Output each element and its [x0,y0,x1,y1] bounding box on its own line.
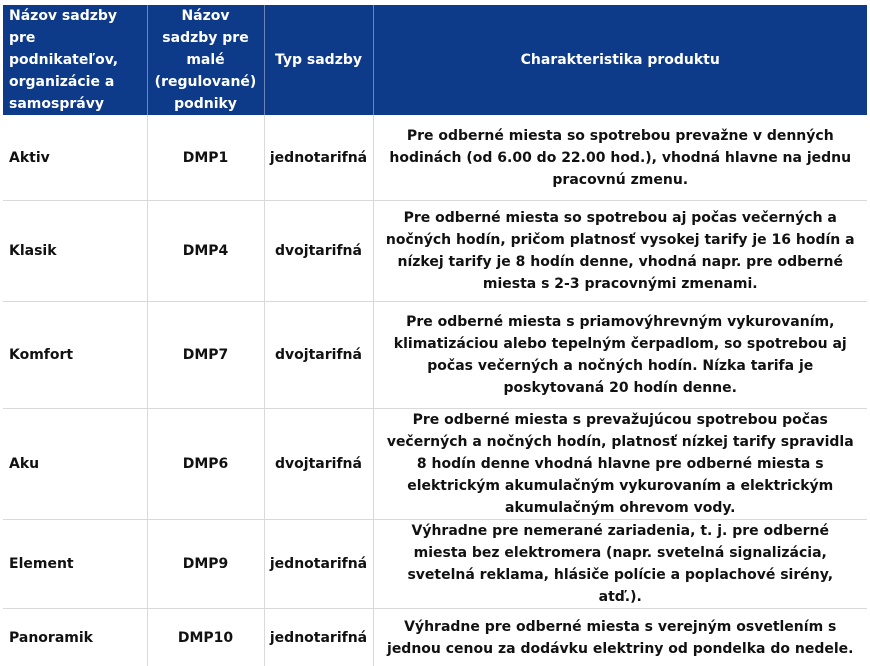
header-product-description: Charakteristika produktu [373,5,867,115]
tariff-code: DMP1 [147,115,264,201]
table-row [3,201,867,302]
tariff-name: Aktiv [3,115,147,201]
table-row [3,409,867,520]
tariff-code: DMP9 [147,520,264,609]
tariff-description: Pre odberné miesta s prevažujúcou spotrebou počas večerných a nočných hodín, platnosť nízkej tarify spravidla 8 hodín denne vhodná hlavne pre odberné miesta s elektrickým akumulačným vykurovaním a elektrickým akumulačným ohrevom vody. [373,409,867,520]
tariff-code: DMP6 [147,409,264,520]
header-small-business-tariff-name: Názov sadzby pre malé (regulované) podniky [147,5,264,115]
tariff-description: Výhradne pre odberné miesta s verejným osvetlením s jednou cenou za dodávku elektriny od pondelka do nedele. [373,609,867,666]
table-row [3,115,867,201]
tariff-type: jednotarifná [264,115,373,201]
tariff-name: Komfort [3,302,147,409]
tariff-code: DMP7 [147,302,264,409]
table-row [3,609,867,666]
table-header [3,5,867,115]
tariff-name: Aku [3,409,147,520]
tariff-name: Element [3,520,147,609]
tariff-name: Panoramik [3,609,147,666]
tariff-name: Klasik [3,201,147,302]
tariff-type: dvojtarifná [264,201,373,302]
header-business-tariff-name: Názov sadzby pre podnikateľov, organizácie a samosprávy [3,5,147,115]
tariff-code: DMP10 [147,609,264,666]
tariff-description: Pre odberné miesta so spotrebou prevažne v denných hodinách (od 6.00 do 22.00 hod.), vhodná hlavne na jednu pracovnú zmenu. [373,115,867,201]
tariff-description: Výhradne pre nemerané zariadenia, t. j. pre odberné miesta bez elektromera (napr. svetelná signalizácia, svetelná reklama, hlásiče polície a poplachové sirény, atď.). [373,520,867,609]
tariff-description: Pre odberné miesta s priamovýhrevným vykurovaním, klimatizáciou alebo tepelným čerpadlom, so spotrebou aj počas večerných a nočných hodín. Nízka tarifa je poskytovaná 20 hodín denne. [373,302,867,409]
tariff-table [3,5,867,666]
tariff-type: dvojtarifná [264,409,373,520]
tariff-type: dvojtarifná [264,302,373,409]
tariff-description: Pre odberné miesta so spotrebou aj počas večerných a nočných hodín, pričom platnosť vysokej tarify je 16 hodín a nízkej tarify je 8 hodín denne, vhodná napr. pre odberné miesta s 2-3 pracovnými zmenami. [373,201,867,302]
tariff-type: jednotarifná [264,520,373,609]
tariff-code: DMP4 [147,201,264,302]
table-row [3,302,867,409]
header-tariff-type: Typ sadzby [264,5,373,115]
tariff-type: jednotarifná [264,609,373,666]
table-row [3,520,867,609]
